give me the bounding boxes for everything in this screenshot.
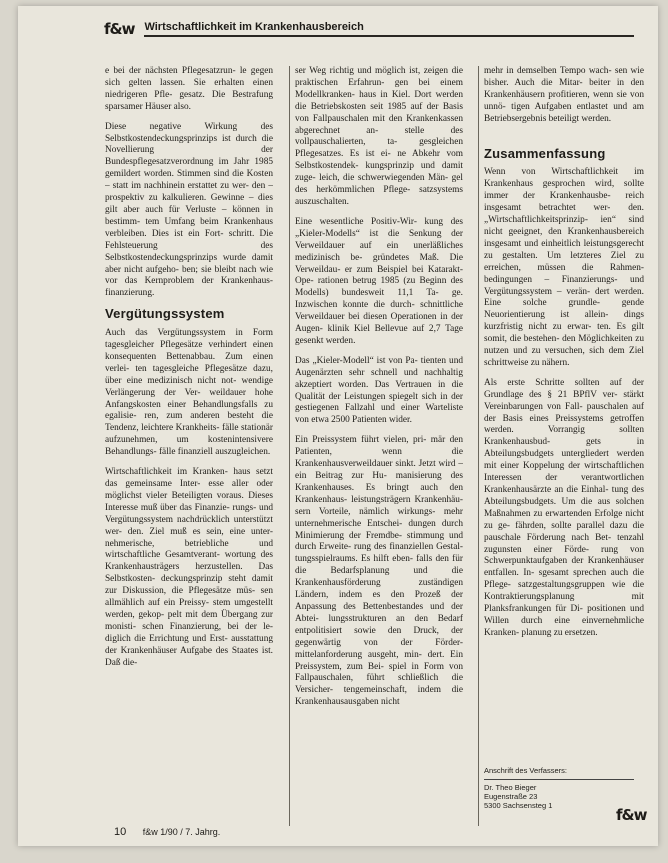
document-page [18,6,658,846]
paragraph: Eine wesentliche Positiv-Wir- kung des „Kieler-Modells“ ist die Senkung der Verweildauer auf ein unerläßliches medizinisch be- gründetes Maß. Die Verweildau- er zum Beispiel bei Katarakt-Ope- rationen betrug 1985 (zu Beginn des Modells) bundesweit 11,1 Ta- ge. Inzwischen konnte die durch- schnittliche Verweildauer bei diesen Operationen in der Augen- klinik Kiel Bellevue auf 2,7 Tage gesenkt werden. [295,216,463,346]
column-divider [478,66,479,826]
column-divider [289,66,290,826]
paragraph: Als erste Schritte sollten auf der Grundlage des § 21 BPflV ver- stärkt Vereinbarungen von Fall- pauschalen auf der Basis eines Preissystems getroffen werden. Vorrangig sollten Krankenhausbud- gets in Abteilungsbudgets untergliedert werden mit einer Koppelung der wirtschaftlichen Interessen der verantwortlichen Krankenhausärzte an die Einhal- tung des Abteilungsbudgets. Um die aus solchen Maßnahmen zu erwartenden Erfolge nicht zu ge- fährden, sollte parallel dazu die pauschale Förderung nach Bet- tenzahl zugunsten einer Förde- rung von Schwerpunktaufgaben der Krankenhäuser entfallen. In- sgesamt sprechen auch die Pflege- satzgestaltungsgruppen wie die Kontraktierungsplanung mit Planksfrankungen für Di- positionen und Willen durch eine einvernehmliche Kranken- planung zu ersetzen. [484,377,644,638]
divider [484,779,634,780]
text-column-3 [484,66,644,762]
footer-logo: f&w [616,806,647,824]
text-column-2 [295,66,463,826]
paragraph: Wirtschaftlichkeit im Kranken- haus setzt das gemeinsame Inter- esse aller oder möglichst vieler Beteiligten voraus. Dieses Interesse muß über das Finanzie- rungs- und Vergütungssystem nachdrücklich unterstützt wer- den. Ziel muß es sein, eine unter- nehmerische, betriebliche und wirtschaftliche Gesamtverant- wortung des Krankenhausträgers herzustellen. Das Selbstkosten- deckungsprinzip steht damit zur Diskussion, die Pflegesätze müs- sen allmählich auf ein Preissy- stem umgestellt werden, gekop- pelt mit dem Übergang zur monisti- schen Finanzierung, bei der le- diglich die Errichtung und Erst- ausstattung der Krankenhäuser Aufgabe des Staates ist. Daß die- [105,467,273,668]
section-heading: Zusammenfassung [484,145,606,161]
page-footer [114,826,220,838]
text-column-1 [105,66,273,826]
paragraph: e bei der nächsten Pflegesatzrun- le gegen sich gelten lassen. Sie erhalten einen niedrigeren Pfle- gesatz. Die Bestrafung sparsamer Häuser also. [105,66,273,112]
journal-logo: f&w [104,20,135,38]
paragraph: mehr in demselben Tempo wach- sen wie bisher. Auch die Mitar- beiter in den Krankenhäusern profitieren, wenn sie von unnö- tigen Aufgaben entlastet und am Betriebsergebnis beteiligt werden. [484,66,644,124]
author-address-box [484,766,634,810]
paragraph: Das „Kieler-Modell“ ist von Pa- tienten und Augenärzten sehr schnell und nachhaltig akzeptiert worden. Das Vertrauen in die Qualität der Leistungen spiegelt sich in der gestiegenen Fallzahl und einer Warteliste von etwa 2500 Patienten wider. [295,355,463,426]
running-head [104,16,634,42]
author-street: Eugenstraße 23 [484,792,538,801]
paragraph: Ein Preissystem führt vielen, pri- mär den Patienten, wenn die Krankenhausverweildauer sinkt. Jetzt wird – ein Beitrag zur Hu- manisierung des Krankenhauses. Es bringt auch den Krankenhaus- leistungsträgern Krankenhäu- sern Vorteile, nämlich wirkungs- mehr unternehmerische Entschei- dungen durch Minimierung der Fremdbe- stimmung und durch Erweite- rung des finanziellen Gestal- tungsspielraums. Es hilft eben- falls den für die Bedarfsplanung und die Krankenhausförderung zuständigen Ländern, indem es den Prozeß der Anpassung des Bettenbestandes und der Abtei- lungsstrukturen an den Bedarf entpolitisiert sowie den Druck, der gegenwärtig von der Förder- mittelanforderung ausgeht, min- dert. Ein Preissystem, zum Bei- spiel in Form von Fallpauschalen, führt schließlich die Versicher- tengemeinschaft, indem die Krankenhausausgaben nicht [295,435,463,708]
issue-info: f&w 1/90 / 7. Jahrg. [142,827,221,837]
author-name: Dr. Theo Bieger [484,783,537,792]
running-head-title: Wirtschaftlichkeit im Krankenhausbereich [144,21,634,37]
author-label: Anschrift des Verfassers: [484,766,567,775]
paragraph: Wenn von Wirtschaftlichkeit im Krankenhaus gesprochen wird, sollte immer der Krankenhausbe- reich insgesamt betrachtet wer- den. „Wirtschaftlichkeitsprinzip- ien“ sind nicht geeignet, den Krankenhausbereich insgesamt und einheitlich leistungsgerecht zu gestalten. Um letzteres Ziel zu erreichen, müssen die Rahmen- bedingungen – Finanzierungs- und Vergütungssystem – verän- dert werden. Eine solche grundle- gende Neuorientierung ist allein- dings kurzfristig nicht zu erwar- ten. Es gilt somit, die bestehen- den Möglichkeiten zu nutzen und zu versuchen, sich dem Ziel schrittweise zu nähern. [484,167,644,368]
author-city: 5300 Sachsensteg 1 [484,801,553,810]
page-number: 10 [114,826,127,838]
paragraph: ser Weg richtig und möglich ist, zeigen die praktischen Erfahrun- gen bei einem Modellkranken- haus in Kiel. Dort werden die Betriebskosten seit 1985 auf der Basis von Fallpauschalen mit den Krankenkassen abgerechnet an- stelle des vollpauschalierten, ta- gesgleichen Pflegesatzes. Es ist ei- ne Abkehr vom Selbstkostendek- kungsprinzip und damit zuge- leich, die schwerwiegenden Män- gel des herkömmlichen Pflege- satzsystems auszuschalten. [295,66,463,207]
section-heading: Vergütungssystem [105,306,225,322]
paragraph: Diese negative Wirkung des Selbstkostendeckungsprinzips ist durch die Novellierung der Bundespflegesatzverordnung im Jahr 1985 gemildert worden. Stimmen sind die Kosten – statt im nachhinein erstattet zu wer- den – prospektiv zu kalkulieren. Gewinne – dies gilt aber auch für Verluste – können in bestimm- tem Umfang beim Krankenhaus verbleiben. Dies ist ein Fort- schritt. Die Fehlsteuerung des Selbstkostendeckungsprinzips wurde damit aber nicht aufgeho- ben; sie bleibt nach wie vor das Kernproblem der Krankenhaus- finanzierung. [105,121,273,299]
paragraph: Auch das Vergütungssystem in Form tagesgleicher Pflegesätze verhindert einen konsequenten Bettenabbau. Zum einen verlei- ten tagesgleiche Pflegesätze dazu, über eine medizinisch nicht not- wendige Verlängerung der Ver- weildauer hohe Anfangskosten einer Behandlungsfalls zu egalisie- ren, zum anderen besteht die Tendenz, leichtere Krankheits- fälle stationär aufzunehmen, um kostenintensivere Behandlungs- fälle finanziell auszugleichen. [105,328,273,458]
